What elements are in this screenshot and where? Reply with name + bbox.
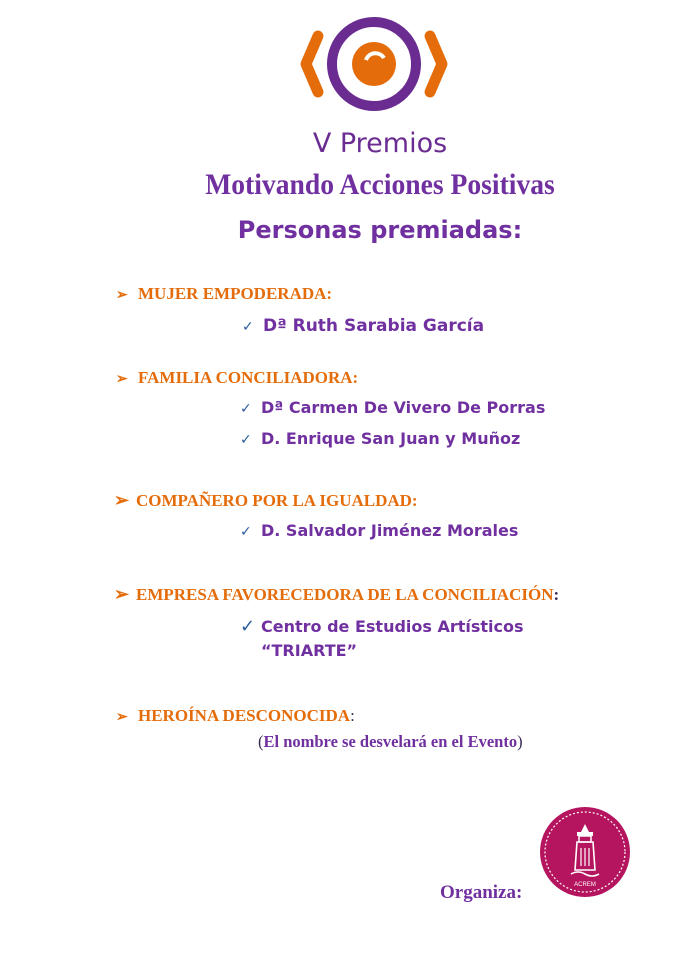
category-label: HEROÍNA DESCONOCIDA — [138, 706, 351, 725]
reveal-note — [258, 732, 523, 752]
category-mujer-empoderada — [116, 284, 332, 304]
awardee-item — [240, 521, 518, 540]
category-colon: : — [326, 284, 333, 303]
awardee-name: D. Enrique San Juan y Muñoz — [261, 429, 521, 448]
awardee-item — [240, 616, 524, 637]
check-icon: ✓ — [240, 432, 252, 448]
eye-logo-icon — [296, 14, 452, 116]
seal-text: ACREM — [574, 882, 596, 888]
lighthouse-seal-icon — [539, 806, 631, 898]
category-empresa-conciliacion — [114, 584, 559, 605]
organiza-label: Organiza: — [440, 882, 523, 903]
awardee-item — [242, 316, 484, 336]
arrow-bullet-icon: ➢ — [116, 710, 128, 725]
category-label: FAMILIA CONCILIADORA: — [138, 368, 359, 387]
category-label: EMPRESA FAVORECEDORA DE LA CONCILIACIÓN — [136, 585, 554, 604]
category-heroina-desconocida — [116, 706, 355, 726]
awardee-name: Centro de Estudios Artísticos — [261, 617, 524, 636]
arrow-bullet-icon: ➢ — [114, 584, 130, 604]
awardee-item — [240, 398, 545, 417]
awardee-name: Dª Ruth Sarabia García — [263, 316, 485, 336]
arrow-bullet-icon: ➢ — [114, 490, 130, 510]
check-icon: ✓ — [242, 319, 254, 335]
awardee-name: D. Salvador Jiménez Morales — [261, 521, 519, 540]
category-label: MUJER EMPODERADA — [138, 284, 327, 303]
check-icon: ✓ — [240, 401, 252, 417]
check-icon: ✓ — [240, 616, 256, 637]
arrow-bullet-icon: ➢ — [116, 288, 128, 303]
awardee-item — [240, 429, 520, 448]
title-motivando: Motivando Acciones Positivas — [205, 168, 555, 201]
category-label: COMPAÑERO POR LA IGUALDAD: — [136, 491, 418, 510]
check-icon: ✓ — [240, 524, 252, 540]
note-close-paren: ) — [517, 732, 523, 751]
category-colon: : — [553, 585, 560, 604]
note-open-paren: ( — [258, 732, 264, 751]
title-personas-premiadas: Personas premiadas: — [237, 216, 523, 244]
title-v-premios: V Premios — [312, 128, 448, 159]
category-familia-conciliadora — [116, 368, 358, 388]
category-companero-igualdad — [114, 490, 418, 511]
category-colon: : — [350, 706, 355, 725]
awardee-name-continued: “TRIARTE” — [261, 641, 358, 660]
awardee-name: Dª Carmen De Vivero De Porras — [261, 398, 546, 417]
note-text: El nombre se desvelará en el Evento — [263, 732, 518, 751]
arrow-bullet-icon: ➢ — [116, 372, 128, 387]
